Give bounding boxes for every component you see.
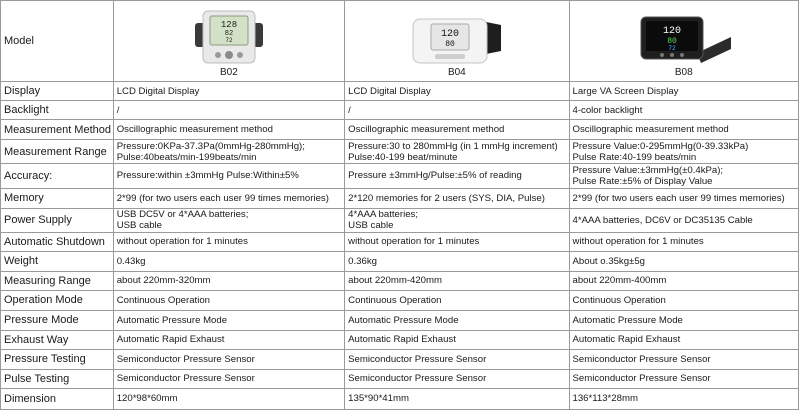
- spec-value-line: Semiconductor Pressure Sensor: [116, 373, 255, 385]
- spec-value-b04: [345, 271, 569, 290]
- spec-value-b02: [113, 140, 344, 164]
- b02-reading-pulse: 72: [225, 37, 233, 45]
- spec-value-b08: [569, 101, 798, 120]
- spec-value-line: USB cable: [348, 220, 394, 232]
- spec-value-line: Pressure Value:±3mmHg(±0.4kPa);: [572, 164, 724, 176]
- spec-value-b08: [569, 208, 798, 232]
- blood-pressure-monitor-b02-image: [194, 9, 264, 65]
- model-cell-b02: [113, 1, 344, 82]
- spec-value-b02: [113, 290, 344, 310]
- spec-value-line: without operation for 1 minutes: [348, 236, 480, 248]
- spec-value-b08: [569, 330, 798, 349]
- spec-value-line: Automatic Pressure Mode: [348, 314, 459, 326]
- spec-label: Exhaust Way: [1, 330, 114, 349]
- spec-value-b08: [569, 140, 798, 164]
- spec-value-line: LCD Digital Display: [116, 85, 200, 97]
- spec-value-b02: [113, 251, 344, 271]
- spec-value-b08: [569, 232, 798, 251]
- spec-value-b02: [113, 388, 344, 409]
- spec-value-b02: [113, 330, 344, 349]
- spec-row: [1, 140, 799, 164]
- spec-value-b04: [345, 101, 569, 120]
- spec-value-b02: [113, 310, 344, 330]
- spec-value-b08: [569, 188, 798, 208]
- spec-value-line: 2*99 (for two users each user 99 times memories): [116, 192, 329, 204]
- spec-value-line: 2*99 (for two users each user 99 times memories): [572, 192, 785, 204]
- spec-row: [1, 330, 799, 349]
- spec-value-line: 4*AAA batteries, DC6V or DC35135 Cable: [572, 214, 753, 226]
- blood-pressure-monitor-b04-image: [411, 15, 503, 65]
- spec-row: [1, 290, 799, 310]
- spec-row: [1, 310, 799, 330]
- spec-value-b04: [345, 140, 569, 164]
- spec-label: Pressure Testing: [1, 349, 114, 369]
- model-name-b02: B02: [220, 67, 238, 79]
- spec-table-body: [1, 1, 799, 410]
- spec-row: [1, 208, 799, 232]
- spec-value-line: Continuous Operation: [116, 294, 211, 306]
- spec-value-line: 4-color backlight: [572, 104, 643, 116]
- spec-row: [1, 251, 799, 271]
- spec-value-line: Oscillographic measurement method: [348, 124, 505, 136]
- spec-value-line: Pressure:0KPa-37.3Pa(0mmHg-280mmHg);: [116, 140, 305, 152]
- spec-value-b02: [113, 271, 344, 290]
- spec-row: [1, 369, 799, 388]
- spec-label: Accuracy:: [1, 164, 114, 188]
- spec-value-b02: [113, 82, 344, 101]
- spec-label: Measurement Method: [1, 120, 114, 140]
- model-cell-b04: [345, 1, 569, 82]
- spec-value-line: Semiconductor Pressure Sensor: [348, 353, 487, 365]
- spec-row: [1, 271, 799, 290]
- spec-value-line: without operation for 1 minutes: [572, 236, 704, 248]
- spec-value-line: USB DC5V or 4*AAA batteries;: [116, 209, 249, 221]
- spec-value-line: 4*AAA batteries;: [348, 209, 419, 221]
- spec-label: Backlight: [1, 101, 114, 120]
- spec-value-line: About o.35kg±5g: [572, 255, 645, 267]
- spec-value-b08: [569, 82, 798, 101]
- spec-value-line: Oscillographic measurement method: [116, 124, 273, 136]
- spec-value-b04: [345, 208, 569, 232]
- spec-value-b04: [345, 310, 569, 330]
- spec-value-line: USB cable: [116, 220, 163, 232]
- spec-label: Memory: [1, 188, 114, 208]
- model-cell-b08: [569, 1, 798, 82]
- spec-row: [1, 388, 799, 409]
- spec-value-line: Pressure ±3mmHg/Pulse:±5% of reading: [348, 170, 522, 182]
- spec-value-line: LCD Digital Display: [348, 85, 431, 97]
- spec-value-b08: [569, 164, 798, 188]
- spec-value-line: Pressure Value:0-295mmHg(0-39.33kPa): [572, 140, 749, 152]
- spec-value-line: Automatic Pressure Mode: [572, 314, 683, 326]
- spec-row: [1, 120, 799, 140]
- spec-value-line: about 220mm-420mm: [348, 275, 443, 287]
- spec-value-b02: [113, 164, 344, 188]
- spec-value-b08: [569, 271, 798, 290]
- spec-value-b02: [113, 232, 344, 251]
- spec-value-b02: [113, 101, 344, 120]
- spec-value-line: Continuous Operation: [572, 294, 666, 306]
- spec-value-b02: [113, 120, 344, 140]
- spec-row: [1, 164, 799, 188]
- spec-row: [1, 101, 799, 120]
- spec-value-b04: [345, 369, 569, 388]
- spec-value-line: 2*120 memories for 2 users (SYS, DIA, Pulse): [348, 192, 545, 204]
- spec-value-line: Large VA Screen Display: [572, 85, 679, 97]
- spec-value-line: about 220mm-400mm: [572, 275, 667, 287]
- spec-label: Operation Mode: [1, 290, 114, 310]
- model-header-label: Model: [1, 1, 114, 82]
- spec-value-line: 0.36kg: [348, 255, 377, 267]
- spec-value-line: Semiconductor Pressure Sensor: [116, 353, 255, 365]
- spec-value-line: Continuous Operation: [348, 294, 442, 306]
- spec-value-line: Pulse:40beats/min-199beats/min: [116, 151, 257, 163]
- spec-row: [1, 82, 799, 101]
- spec-value-line: 136*113*28mm: [572, 393, 638, 405]
- spec-value-line: Automatic Pressure Mode: [116, 314, 228, 326]
- spec-value-b02: [113, 208, 344, 232]
- spec-label: Dimension: [1, 388, 114, 409]
- spec-value-b04: [345, 290, 569, 310]
- model-row: [1, 1, 799, 82]
- model-name-b04: B04: [447, 67, 466, 79]
- spec-label: Automatic Shutdown: [1, 232, 114, 251]
- model-name-b08: B08: [674, 67, 693, 79]
- spec-label: Pressure Mode: [1, 310, 114, 330]
- spec-value-line: 0.43kg: [116, 255, 146, 267]
- spec-value-b04: [345, 164, 569, 188]
- spec-value-line: Automatic Rapid Exhaust: [572, 334, 681, 346]
- spec-value-line: Pulse Rate:±5% of Display Value: [572, 175, 713, 187]
- spec-value-line: Pressure:within ±3mmHg Pulse:Within±5%: [116, 170, 299, 182]
- b08-reading-dia: 80: [666, 37, 677, 47]
- spec-value-b02: [113, 188, 344, 208]
- spec-label: Weight: [1, 251, 114, 271]
- spec-value-b04: [345, 188, 569, 208]
- spec-label: Measuring Range: [1, 271, 114, 290]
- spec-row: [1, 349, 799, 369]
- spec-label: Display: [1, 82, 114, 101]
- b02-reading-dia: 82: [224, 30, 234, 39]
- blood-pressure-monitor-b08-image: [635, 13, 733, 65]
- spec-value-b02: [113, 369, 344, 388]
- spec-label: Measurement Range: [1, 140, 114, 164]
- spec-value-b04: [345, 349, 569, 369]
- spec-row: [1, 188, 799, 208]
- spec-value-line: without operation for 1 minutes: [116, 236, 248, 248]
- spec-value-line: /: [116, 104, 120, 116]
- spec-value-b08: [569, 388, 798, 409]
- b02-reading-sys: 128: [220, 20, 238, 31]
- spec-value-b04: [345, 388, 569, 409]
- spec-value-b08: [569, 290, 798, 310]
- b04-reading-dia: 80: [445, 40, 455, 50]
- spec-value-b04: [345, 82, 569, 101]
- spec-value-b08: [569, 349, 798, 369]
- spec-value-b08: [569, 251, 798, 271]
- spec-value-line: Semiconductor Pressure Sensor: [348, 373, 487, 385]
- spec-value-b08: [569, 310, 798, 330]
- spec-value-line: Semiconductor Pressure Sensor: [572, 353, 711, 365]
- spec-value-line: /: [348, 104, 351, 116]
- spec-row: [1, 232, 799, 251]
- spec-value-line: Pressure:30 to 280mmHg (in 1 mmHg increment): [348, 140, 558, 152]
- spec-value-line: Pulse Rate:40-199 beats/min: [572, 151, 697, 163]
- spec-value-b04: [345, 251, 569, 271]
- spec-value-line: about 220mm-320mm: [116, 275, 211, 287]
- b08-reading-pulse: 72: [668, 45, 676, 53]
- b04-reading-sys: 120: [440, 29, 459, 41]
- b08-reading-sys: 120: [662, 26, 681, 38]
- spec-label: Pulse Testing: [1, 369, 114, 388]
- spec-value-b04: [345, 232, 569, 251]
- spec-value-b08: [569, 369, 798, 388]
- spec-value-line: 120*98*60mm: [116, 393, 178, 405]
- spec-value-line: Automatic Rapid Exhaust: [348, 334, 456, 346]
- spec-value-line: Semiconductor Pressure Sensor: [572, 373, 711, 385]
- spec-value-b02: [113, 349, 344, 369]
- spec-value-b08: [569, 120, 798, 140]
- spec-value-b04: [345, 330, 569, 349]
- spec-value-b04: [345, 120, 569, 140]
- spec-value-line: Automatic Rapid Exhaust: [116, 334, 225, 346]
- spec-value-line: Oscillographic measurement method: [572, 124, 729, 136]
- spec-label: Power Supply: [1, 208, 114, 232]
- spec-value-line: 135*90*41mm: [348, 393, 409, 405]
- spec-value-line: Pulse:40-199 beat/minute: [348, 151, 458, 163]
